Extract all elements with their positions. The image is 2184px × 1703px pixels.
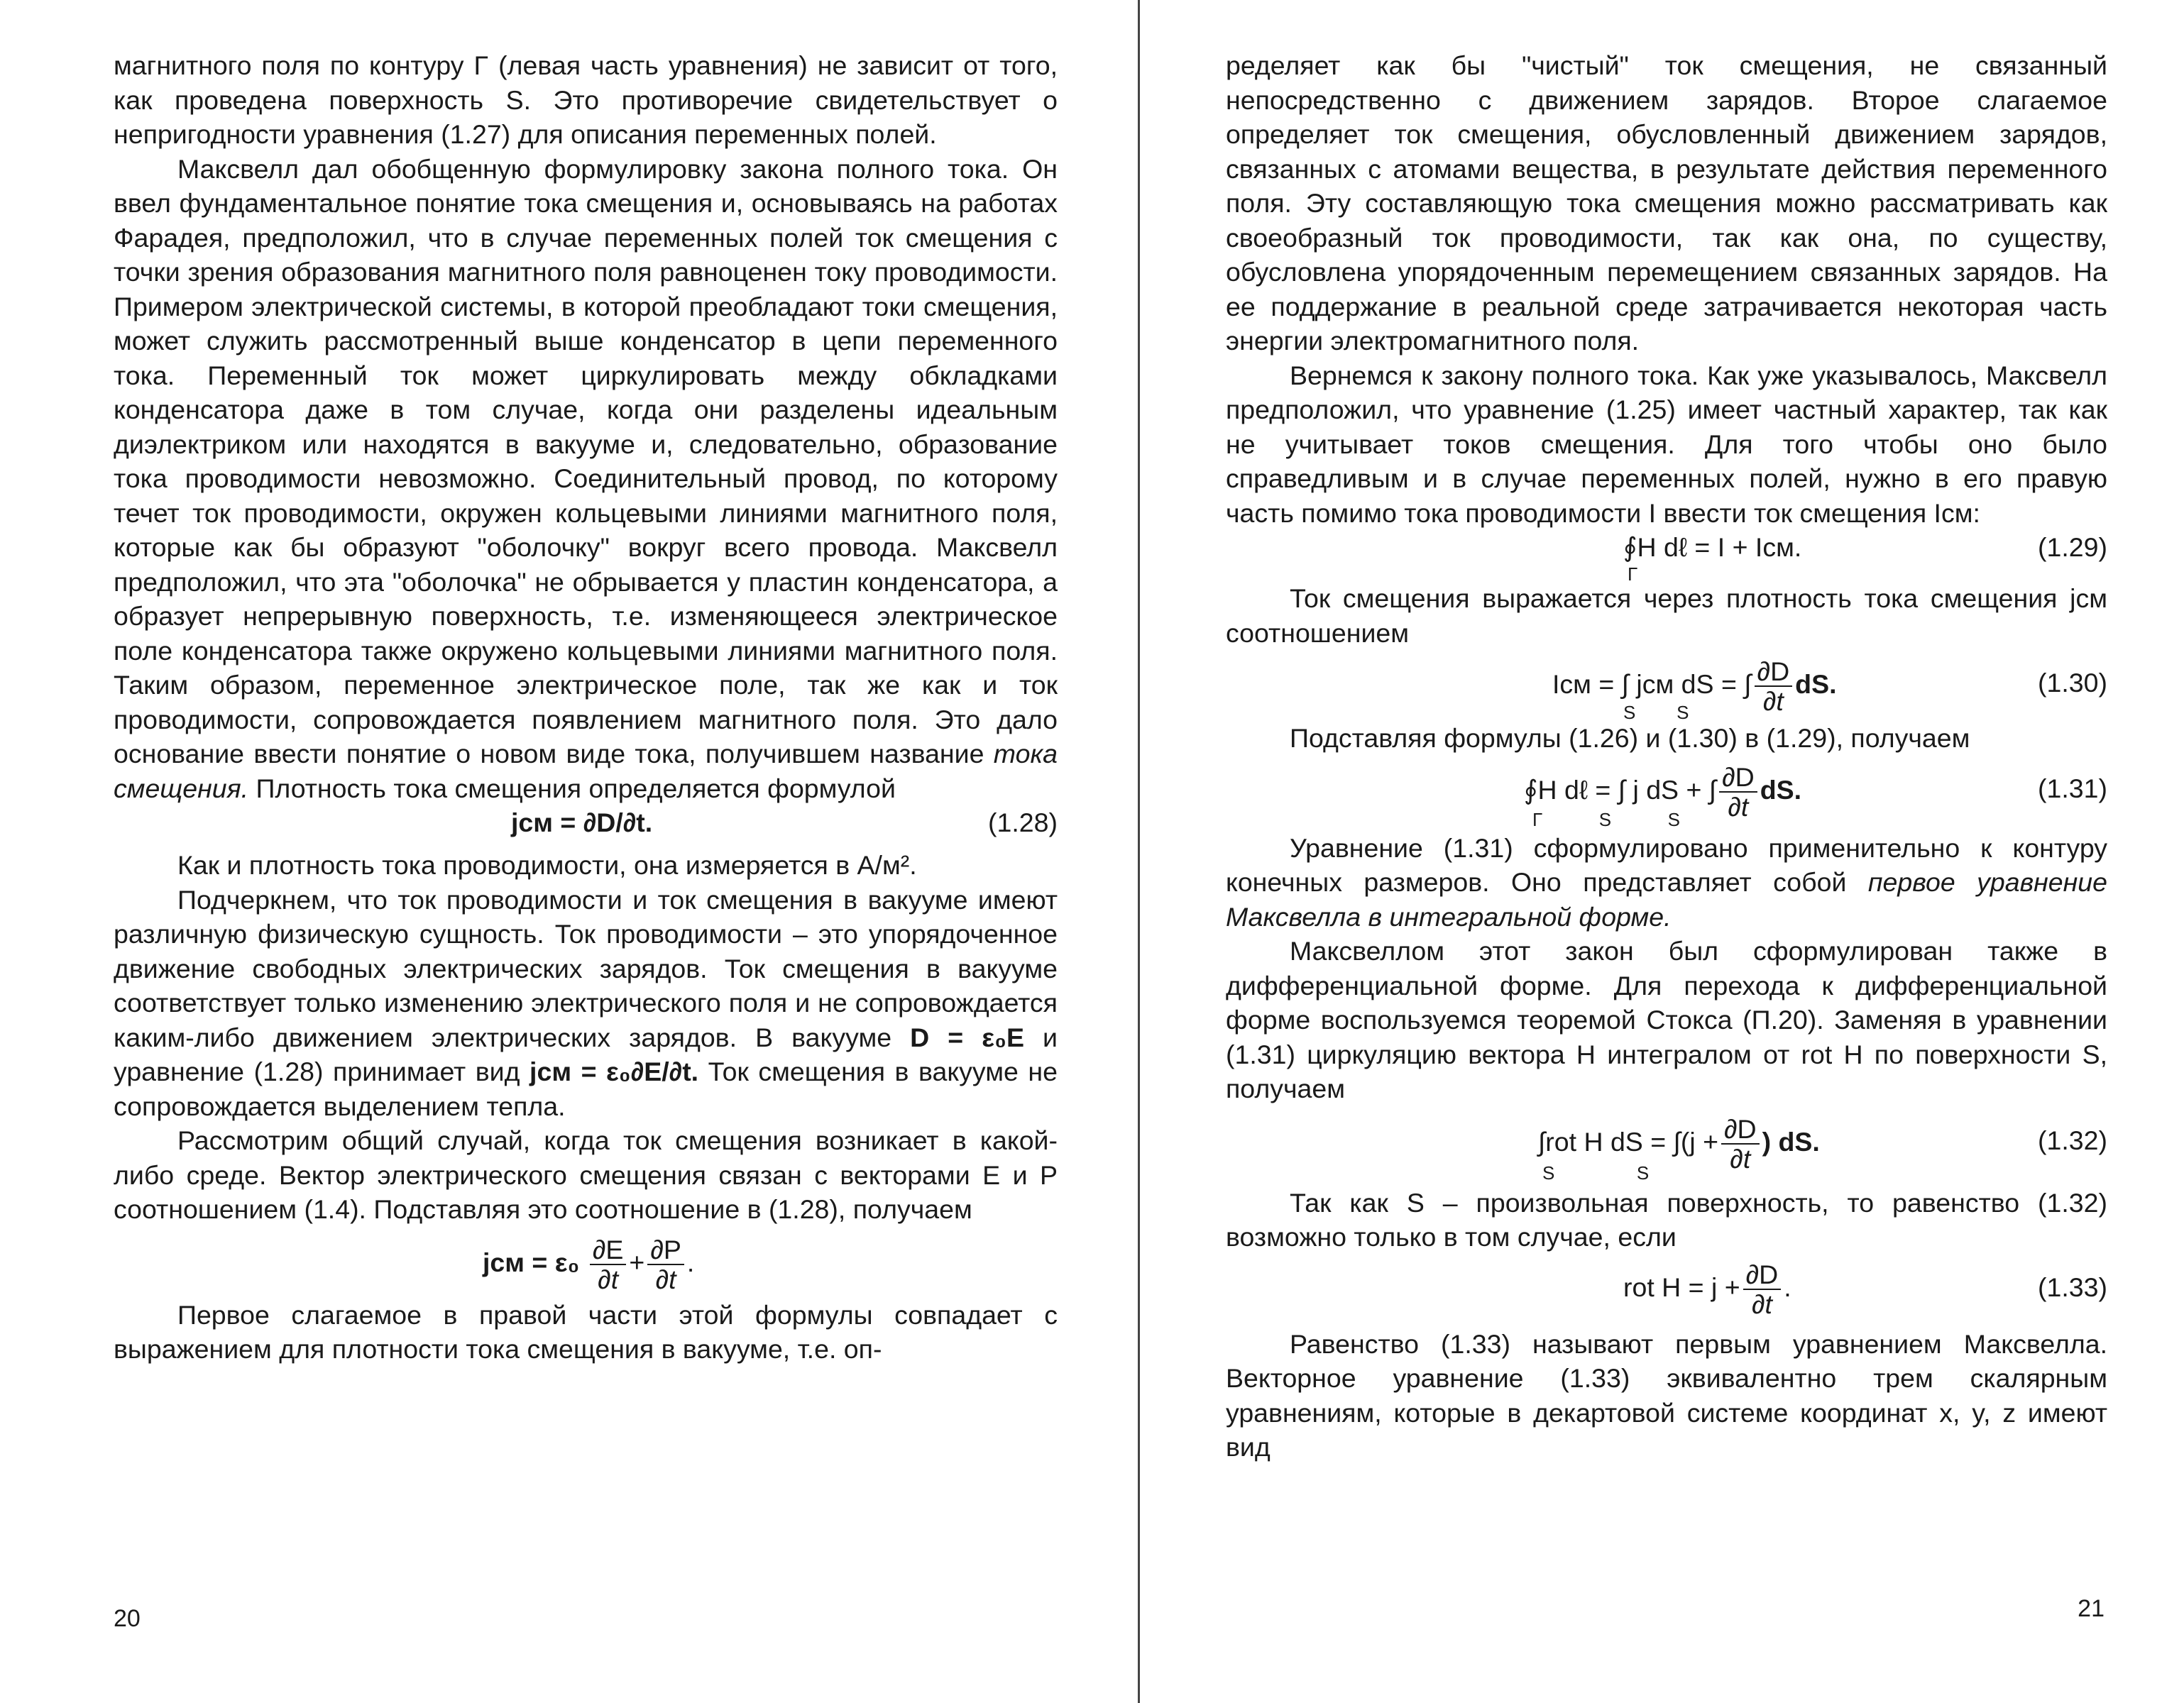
fraction: $\frac{\partial D}{\partial t}$ — [1719, 763, 1757, 821]
fraction: $\frac{\partial P}{\partial t}$ — [647, 1235, 684, 1294]
equation-number: (1.32) — [2038, 1125, 2107, 1155]
paragraph: Как и плотность тока проводимости, она измеряется в А/м². — [177, 850, 917, 880]
paragraph: магнитного поля по контуру Γ (левая часть уравнения) не зависит от того, как проведена поверхность S. Это противоречие свидетельствует о непригодности уравнения (1.27) для описания переменных полей. — [114, 50, 1058, 149]
equation-1-28 — [114, 805, 1058, 848]
equation-1-31: ∮H dℓ = ∫ j dS + ∫ $\frac{\partial D}{\partial t}$ dS. Γ S S (1.31) — [1524, 761, 2107, 830]
paragraph: Уравнение (1.31) сформулировано применительно к контуру конечных размеров. Оно представляет собой первое уравнение Максвелла в интегральной форме. — [1226, 832, 2108, 932]
equation-number: (1.30) — [2038, 668, 2107, 698]
right-text-column — [1226, 48, 2107, 1465]
equation-number: (1.28) — [988, 808, 1058, 837]
page-number: 20 — [114, 1605, 141, 1632]
equation-number: (1.29) — [2038, 532, 2107, 562]
fraction: $\frac{\partial D}{\partial t}$ — [1721, 1115, 1760, 1173]
paragraph: Рассмотрим общий случай, когда ток смещения возникает в какой-либо среде. Вектор электрического смещения связан с векторами E и P соотношением (1.4). Подставляя это соотношение в (1.28), получаем — [114, 1125, 1058, 1224]
paragraph: Вернемся к закону полного тока. Как уже указывалось, Максвелл предположил, что уравнение (1.25) имеет частный характер, так как не учитывает токов смещения. Для того чтобы оно было справедливым и в случае переменных полей, нужно в его правую часть помимо тока проводимости I ввести ток смещения Iсм: — [1226, 360, 2107, 528]
equation-1-29: ∮H dℓ = I + Iсм. Γ (1.29) — [1226, 530, 2107, 581]
equation-1-32: ∫rot H dS = ∫(j + $\frac{\partial D}{\partial t}$ ) dS. S S (1.32) — [1538, 1113, 2107, 1184]
paragraph: Подчеркнем, что ток проводимости и ток смещения в вакууме имеют различную физическую сущность. Ток проводимости – это упорядоченное движение свободных электрических зарядов. Ток смещения в вакууме соответствует только изменению электрического поля и не сопровождается каким-либо движением электрических зарядов. В вакууме D = ε₀E и уравнение (1.28) принимает вид jсм = ε₀∂E/∂t. Ток смещения в вакууме не сопровождается выделением тепла. — [114, 884, 1058, 1121]
paragraph: Первое слагаемое в правой части этой формулы совпадает с выражением для плотности тока смещения в вакууме, т.е. оп- — [114, 1299, 1058, 1364]
page-right — [1146, 0, 2184, 1703]
equation-1-30: Iсм = ∫ jсм dS = ∫ $\frac{\partial D}{\partial t}$ dS. S S (1.30) — [1552, 656, 2107, 723]
equation-formula: jсм = ∂D/∂t. — [511, 808, 653, 837]
equation-jsm-general: jсм = ε₀ $\frac{\partial E}{\partial t}$ + $\frac{\partial P}{\partial t}$ . — [483, 1234, 695, 1294]
paragraph: Максвеллом этот закон был сформулирован также в дифференциальной форме. Для перехода к дифференциальной форме воспользуемся теоремой Стокса (П.20). Заменяя в уравнении (1.31) циркуляцию вектора H интегралом от rot H по поверхности S, получаем — [1226, 936, 2107, 1103]
fraction: $\frac{\partial E}{\partial t}$ — [590, 1235, 627, 1294]
paragraph: ределяет как бы "чистый" ток смещения, не связанный непосредственно с движением зарядов. Второе слагаемое определяет ток смещения, обусловленный движением зарядов, связанных с атомами вещества, в результате действия переменного поля. Эту составляющую тока смещения можно рассматривать как своеобразный ток проводимости, так как она, по существу, обусловлена упорядоченным перемещением связанных зарядов. На ее поддержание в реальной среде затрачивается некоторая часть энергии электромагнитного поля. — [1226, 50, 2107, 356]
fraction: $\frac{\partial D}{\partial t}$ — [1755, 657, 1793, 715]
left-text-column — [114, 48, 1058, 1367]
emphasis-term: тока смещения. — [114, 739, 1058, 803]
equation-1-33: rot H = j + $\frac{\partial D}{\partial t}$ . (1.33) — [1623, 1259, 2107, 1319]
page-number: 21 — [2078, 1595, 2105, 1622]
paragraph: Ток смещения выражается через плотность тока смещения jсм соотношением — [1226, 583, 2107, 648]
paragraph: Максвелл дал обобщенную формулировку закона полного тока. Он ввел фундаментальное понятие тока смещения и, основываясь на работах Фарадея, предположил, что в случае переменных полей ток смещения с точки зрения образования магнитного поля равноценен току проводимости. Примером электрической системы, в которой преобладают токи смещения, может служить рассмотренный выше конденсатор в цепи переменного тока. Переменный ток может циркулировать между обкладками конденсатора даже в том случае, когда они разделены идеальным диэлектриком или находятся в вакууме и, следовательно, образование тока проводимости невозможно. Соединительный провод, по которому течет ток проводимости, окружен кольцевыми линиями магнитного поля, которые как бы образуют "оболочку" вокруг всего провода. Максвелл предположил, что эта "оболочка" не обрывается у пластин конденсатора, а образует непрерывную поверхность, т.е. изменяющееся электрическое поле конденсатора также окружено кольцевыми линиями магнитного поля. Таким образом, переменное электрическое поле, так же как и ток проводимости, сопровождается появлением магнитного поля. Это дало основание ввести понятие о новом виде тока, получившем название тока смещения. Плотность тока смещения определяется формулой — [114, 153, 1058, 803]
book-gutter — [1138, 0, 1140, 1703]
fraction: $\frac{\partial D}{\partial t}$ — [1743, 1260, 1782, 1318]
paragraph: Так как S – произвольная поверхность, то равенство (1.32) возможно только в том случае, если — [1226, 1187, 2107, 1252]
emphasis-term: первое уравнение Максвелла в интегральной форме. — [1226, 867, 2108, 932]
equation-number: (1.33) — [2038, 1272, 2107, 1302]
paragraph: Подставляя формулы (1.26) и (1.30) в (1.29), получаем — [1290, 723, 1970, 753]
equation-number: (1.31) — [2038, 773, 2107, 803]
paragraph: Равенство (1.33) называют первым уравнением Максвелла. Векторное уравнение (1.33) эквивалентно трем скалярным уравнениям, которые в декартовой системе координат x, y, z имеют вид — [1226, 1328, 2107, 1462]
